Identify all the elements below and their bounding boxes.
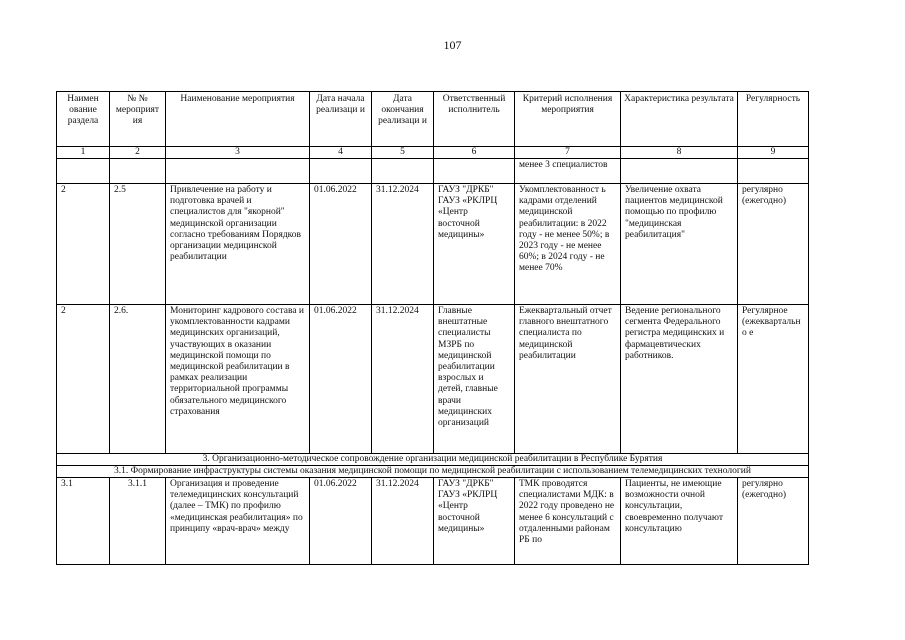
number-cell: 3.1.1 (110, 478, 166, 565)
result-cell: Увеличение охвата пациентов медицинской помощью по профилю "медицинская реабилитация" (621, 184, 738, 305)
column-number: 5 (372, 147, 434, 159)
column-number: 2 (110, 147, 166, 159)
regularity-cell: регулярно (ежегодно) (738, 478, 809, 565)
number-cell: 2.6. (110, 305, 166, 454)
table-row (57, 305, 809, 454)
regularity-cell: Регулярное (ежеквартально е (738, 305, 809, 454)
criteria-cell: Ежеквартальный отчет главного внештатного специалиста по медицинской реабилитации (515, 305, 621, 454)
executor-cell: ГАУЗ "ДРКБ" ГАУЗ «РКЛРЦ «Центр восточной медицины» (434, 184, 515, 305)
table-cell (738, 159, 809, 184)
start-date-cell: 01.06.2022 (310, 478, 372, 565)
end-date-cell: 31.12.2024 (372, 184, 434, 305)
subsection-heading: 3.1. Формирование инфраструктуры системы оказания медицинской помощи по медицинской реабилитации с использованием телемедицинских технологий (57, 466, 809, 478)
number-cell: 2.5 (110, 184, 166, 305)
header-cell: Дата начала реализаци и (310, 92, 372, 147)
activity-name-cell: Привлечение на работу и подготовка врачей и специалистов для "якорной" медицинской организации согласно требованиям Порядков организации медицинской реабилитации (166, 184, 310, 305)
header-cell: Регулярность (738, 92, 809, 147)
page-number: 107 (443, 38, 462, 52)
column-number: 7 (515, 147, 621, 159)
table-cell (110, 159, 166, 184)
result-cell: Пациенты, не имеющие возможности очной консультации, своевременно получают консультацию (621, 478, 738, 565)
activity-name-cell: Организация и проведение телемедицинских консультаций (далее – ТМК) по профилю «медицинская реабилитация» по принципу «врач-врач» между (166, 478, 310, 565)
header-cell: Наименование мероприятия (166, 92, 310, 147)
column-number: 3 (166, 147, 310, 159)
table-cell (57, 159, 110, 184)
section-heading: 3. Организационно-методическое сопровождение организации медицинской реабилитации в Республике Бурятия (57, 454, 809, 466)
header-cell: Характеристика результата (621, 92, 738, 147)
header-cell: Ответственный исполнитель (434, 92, 515, 147)
executor-cell: Главные внештатные специалисты МЗРБ по медицинской реабилитации взрослых и детей, главные врачи медицинских организаций (434, 305, 515, 454)
result-cell: Ведение регионального сегмента Федерального регистра медицинских и фармацевтических работников. (621, 305, 738, 454)
end-date-cell: 31.12.2024 (372, 305, 434, 454)
section-cell: 2 (57, 184, 110, 305)
start-date-cell: 01.06.2022 (310, 305, 372, 454)
end-date-cell: 31.12.2024 (372, 478, 434, 565)
section-heading-row (57, 454, 809, 466)
header-cell: Дата окончания реализаци и (372, 92, 434, 147)
continuation-row (57, 159, 809, 184)
activities-table (56, 91, 809, 565)
column-number: 1 (57, 147, 110, 159)
table-cell (310, 159, 372, 184)
table-cell (166, 159, 310, 184)
criteria-cell: менее 3 специалистов (515, 159, 621, 184)
activity-name-cell: Мониторинг кадрового состава и укомплектованности кадрами медицинских организаций, участвующих в оказании медицинской помощи по медицинской реабилитации в рамках реализации территориальной программы обязательного медицинского страхования (166, 305, 310, 454)
column-number-row (57, 147, 809, 159)
section-cell: 2 (57, 305, 110, 454)
table-cell (372, 159, 434, 184)
header-cell: Наимен ование раздела (57, 92, 110, 147)
section-cell: 3.1 (57, 478, 110, 565)
executor-cell: ГАУЗ "ДРКБ" ГАУЗ «РКЛРЦ «Центр восточной медицины» (434, 478, 515, 565)
criteria-cell: Укомплектованност ь кадрами отделений медицинской реабилитации: в 2022 году - не менее 50%; в 2023 году - не менее 60%; в 2024 году - не менее 70% (515, 184, 621, 305)
table-cell (434, 159, 515, 184)
column-number: 4 (310, 147, 372, 159)
start-date-cell: 01.06.2022 (310, 184, 372, 305)
table-cell (621, 159, 738, 184)
header-row (57, 92, 809, 147)
column-number: 9 (738, 147, 809, 159)
column-number: 8 (621, 147, 738, 159)
subsection-heading-row (57, 466, 809, 478)
regularity-cell: регулярно (ежегодно) (738, 184, 809, 305)
table-row (57, 184, 809, 305)
header-cell: № № мероприят ия (110, 92, 166, 147)
table-row (57, 478, 809, 565)
header-cell: Критерий исполнения мероприятия (515, 92, 621, 147)
column-number: 6 (434, 147, 515, 159)
criteria-cell: ТМК проводятся специалистами МДК: в 2022 году проведено не менее 6 консультаций с отдаленными районам РБ по (515, 478, 621, 565)
